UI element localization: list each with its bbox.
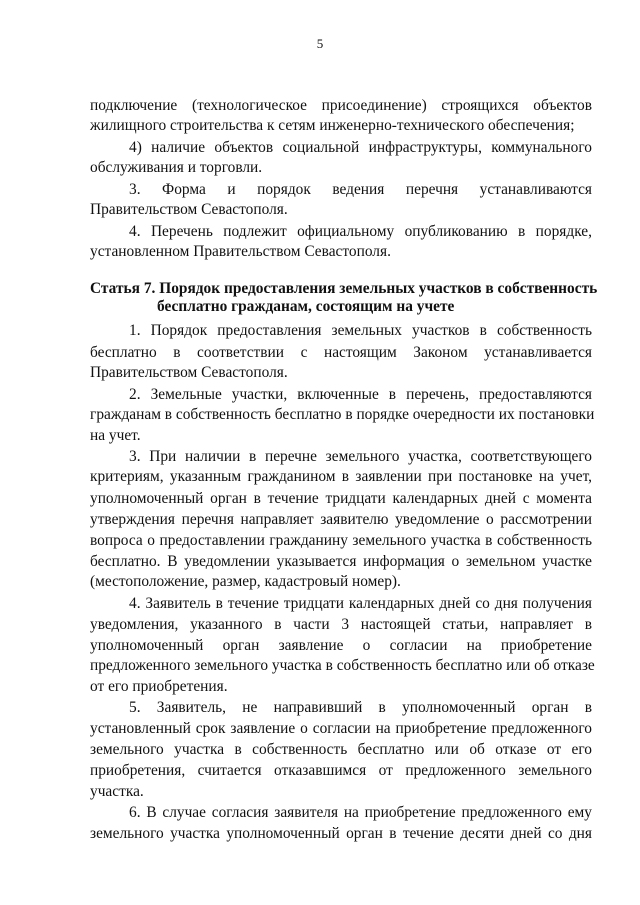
article-heading-continued: бесплатно гражданам, состоящим на учете: [157, 298, 455, 315]
paragraph-line: подключение (технологическое присоединение) строящихся объектов: [90, 97, 592, 114]
paragraph-line: уполномоченный орган заявление о согласии на приобретение: [90, 637, 592, 654]
paragraph-line: обслуживания и торговли.: [90, 159, 263, 176]
paragraph-line: 4) наличие объектов социальной инфраструктуры, коммунального: [129, 139, 592, 156]
paragraph-line: утверждения перечня направляет заявителю уведомление о рассмотрении: [90, 511, 592, 528]
paragraph-line: 6. В случае согласия заявителя на приобретение предложенного ему: [129, 804, 592, 821]
paragraph-line: бесплатно в соответствии с настоящим Законом устанавливается: [90, 344, 592, 361]
paragraph-line: Правительством Севастополя.: [90, 201, 288, 218]
paragraph-line: предложенного земельного участка в собственность бесплатно или об отказе: [90, 657, 595, 674]
paragraph-line: 5. Заявитель, не направивший в уполномоченный орган в: [129, 699, 592, 716]
paragraph-line: вопроса о предоставлении гражданину земельного участка в собственность: [90, 532, 592, 549]
paragraph-line: гражданам в собственность бесплатно в порядке очередности их постановки: [90, 406, 595, 423]
paragraph-line: 2. Земельные участки, включенные в перечень, предоставляются: [129, 386, 592, 403]
paragraph-line: приобретения, считается отказавшимся от предложенного земельного: [90, 762, 592, 779]
paragraph-line: участка.: [90, 783, 144, 800]
paragraph-line: Правительством Севастополя.: [90, 364, 288, 381]
paragraph-line: бесплатно. В уведомлении указывается информация о земельном участке: [90, 553, 592, 570]
paragraph-line: 4. Заявитель в течение тридцати календарных дней со дня получения: [129, 595, 592, 612]
paragraph-line: установленный срок заявление о согласии на приобретение предложенного: [90, 720, 592, 737]
article-heading: Статья 7. Порядок предоставления земельных участков в собственность: [90, 280, 598, 297]
paragraph-line: уведомления, указанного в части 3 настоящей статьи, направляет в: [90, 616, 592, 633]
paragraph-line: 1. Порядок предоставления земельных участков в собственность: [129, 322, 592, 339]
paragraph-line: 3. Форма и порядок ведения перечня устанавливаются: [129, 181, 592, 198]
paragraph-line: установленном Правительством Севастополя.: [90, 243, 391, 260]
page-number: 5: [316, 36, 324, 51]
paragraph-line: уполномоченный орган в течение тридцати календарных дней с момента: [90, 490, 592, 507]
paragraph-line: земельного участка в собственность бесплатно или об отказе от его: [90, 741, 592, 758]
paragraph-line: (местоположение, размер, кадастровый номер).: [90, 573, 401, 590]
paragraph-line: 3. При наличии в перечне земельного участка, соответствующего: [129, 448, 592, 465]
paragraph-line: от его приобретения.: [90, 678, 228, 695]
paragraph-line: жилищного строительства к сетям инженерно-технического обеспечения;: [90, 117, 575, 134]
paragraph-line: на учет.: [90, 427, 141, 444]
paragraph-line: земельного участка уполномоченный орган в течение десяти дней со дня: [90, 825, 592, 842]
paragraph-line: 4. Перечень подлежит официальному опубликованию в порядке,: [129, 223, 592, 240]
paragraph-line: критериям, указанным гражданином в заявлении при постановке на учет,: [90, 468, 592, 485]
